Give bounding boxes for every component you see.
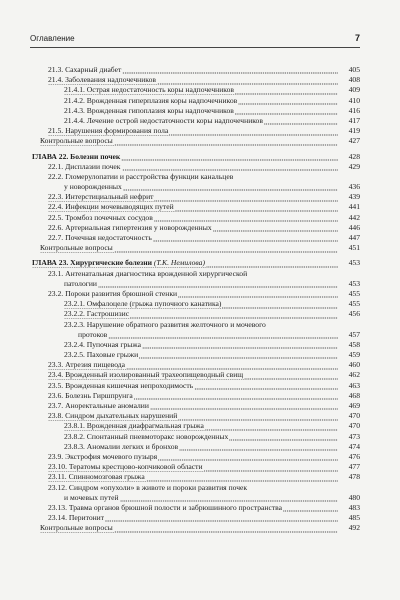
entry-title: 22.2. Гломерулопатии и расстройства функции канальцев [48, 171, 234, 181]
entry-page-number: 453 [348, 258, 360, 268]
toc-entry[interactable] [32, 432, 360, 442]
entry-page-number: 442 [348, 212, 360, 222]
entry-title: у новорожденных [64, 182, 122, 192]
toc-entry[interactable] [32, 233, 360, 243]
table-of-contents [32, 65, 360, 533]
entry-page-number: 410 [348, 95, 360, 105]
entry-title: 23.7. Аноректальные аномалии [48, 401, 149, 410]
entry-page-number: 469 [348, 401, 360, 410]
entry-page-number: 417 [348, 115, 360, 125]
chapter-heading: ГЛАВА 23. Хирургические болезни [32, 258, 152, 268]
entry-page-number: 458 [348, 339, 360, 349]
toc-entry[interactable] [32, 243, 360, 253]
entry-title: 23.8. Синдром дыхательных нарушений [48, 411, 178, 421]
entry-page-number: 451 [348, 243, 360, 253]
toc-entry[interactable] [32, 136, 360, 146]
chapter-author: (Т.К. Немилова) [153, 258, 205, 268]
toc-entry[interactable] [32, 523, 360, 533]
entry-page-number: 446 [348, 222, 360, 232]
entry-page-number: 455 [348, 299, 360, 309]
entry-title: 23.10. Тератомы крестцово-копчиковой области [48, 462, 203, 472]
toc-entry[interactable] [32, 213, 360, 223]
entry-page-number: 419 [348, 126, 360, 136]
toc-entry[interactable] [32, 75, 360, 85]
toc-entry[interactable] [32, 472, 360, 482]
entry-page-number: 474 [348, 441, 360, 451]
entry-title: 23.8.1. Врожденная диафрагмальная грыжа [64, 421, 204, 431]
entry-title: 23.12. Синдром «опухоли» в животе и пороки развития почек [48, 482, 248, 492]
entry-title: 23.2.2. Гастрошизис [64, 309, 130, 319]
entry-page-number: 463 [348, 380, 360, 390]
entry-page-number: 492 [348, 523, 360, 533]
toc-entry[interactable] [32, 172, 360, 182]
entry-title: 23.4. Врожденный изолированный трахеопищеводный свищ [48, 370, 244, 380]
toc-entry[interactable] [32, 370, 360, 380]
toc-entry[interactable] [32, 411, 360, 421]
entry-title: 23.11. Спинномозговая грыжа [48, 472, 145, 482]
entry-title: 21.4.1. Острая недостаточность коры надпочечников [64, 85, 234, 95]
entry-title: 23.8.3. Аномалии легких и бронхов [64, 441, 179, 451]
toc-entry[interactable] [32, 162, 360, 172]
toc-entry[interactable] [32, 96, 360, 106]
entry-title: 21.4.2. Врожденная гиперплазия коры надпочечников [64, 95, 238, 105]
toc-chapter-entry[interactable] [32, 152, 360, 162]
toc-entry[interactable] [32, 106, 360, 116]
toc-entry[interactable] [32, 299, 360, 309]
toc-entry[interactable] [32, 391, 360, 401]
entry-title: 23.2. Пороки развития брюшной стенки [48, 288, 178, 298]
toc-entry[interactable] [32, 309, 360, 319]
toc-entry[interactable] [32, 269, 360, 279]
toc-chapter-entry[interactable] [32, 258, 360, 268]
toc-entry[interactable] [32, 330, 360, 340]
chapter-heading: ГЛАВА 22. Болезни почек [32, 151, 121, 161]
entry-page-number: 409 [348, 85, 360, 95]
toc-entry[interactable] [32, 279, 360, 289]
entry-title: 23.13. Травма органов брюшной полости и забрюшинного пространства [48, 502, 283, 512]
entry-page-number: 429 [348, 161, 360, 171]
entry-title: 22.3. Интерстициальный нефрит [48, 192, 154, 202]
entry-page-number: 405 [348, 65, 360, 74]
entry-title: 22.1. Дисплазии почек [48, 161, 121, 171]
entry-title: 23.2.3. Нарушение обратного развития желточного и мочевого [64, 319, 266, 329]
entry-page-number: 480 [348, 492, 360, 502]
toc-entry[interactable] [32, 350, 360, 360]
toc-entry[interactable] [32, 442, 360, 452]
entry-title: 23.5. Врожденная кишечная непроходимость [48, 380, 194, 390]
entry-title: 22.6. Артериальная гипертензия у новорожденных [48, 222, 212, 232]
entry-title: Контрольные вопросы [40, 243, 113, 253]
toc-entry[interactable] [32, 452, 360, 462]
entry-page-number: 476 [348, 451, 360, 461]
entry-title: 21.4.3. Врожденная гипоплазия коры надпочечников [64, 105, 234, 115]
entry-title: 23.14. Перитонит [48, 513, 105, 523]
entry-title: 23.2.4. Пупочная грыжа [64, 339, 142, 349]
page-number: 7 [354, 33, 360, 43]
toc-entry[interactable] [32, 289, 360, 299]
entry-page-number: 453 [348, 278, 360, 288]
entry-page-number: 456 [348, 309, 360, 319]
entry-title: 23.2.1. Омфалоцеле (грыжа пупочного канатика) [64, 299, 222, 309]
entry-page-number: 427 [348, 136, 360, 146]
entry-title: 23.2.5. Паховые грыжи [64, 350, 139, 360]
chapter-title [32, 258, 206, 267]
entry-page-number: 485 [348, 513, 360, 523]
toc-entry[interactable] [32, 85, 360, 95]
entry-title: 21.4. Заболевания надпочечников [48, 75, 156, 85]
toc-entry[interactable] [32, 493, 360, 503]
entry-page-number: 477 [348, 462, 360, 472]
running-header [30, 34, 360, 46]
entry-page-number: 473 [348, 431, 360, 441]
entry-page-number: 441 [348, 202, 360, 212]
entry-title: 21.4.4. Лечение острой недостаточности коры надпочечников [64, 115, 263, 125]
header-rule [30, 47, 360, 48]
toc-entry[interactable] [32, 513, 360, 523]
entry-page-number: 483 [348, 502, 360, 512]
entry-title: 21.5. Нарушения формирования пола [48, 126, 169, 136]
toc-entry[interactable] [32, 65, 360, 75]
entry-title: 23.6. Болезнь Гиршпрунга [48, 390, 133, 400]
entry-page-number: 462 [348, 370, 360, 380]
section-title: Оглавление [30, 34, 75, 43]
toc-entry[interactable] [32, 192, 360, 202]
toc-entry[interactable] [32, 126, 360, 136]
entry-title: 23.1. Антенатальная диагностика врожденной хирургической [48, 268, 248, 278]
entry-title: 21.3. Сахарный диабет [48, 65, 122, 74]
entry-title: 22.4. Инфекции мочевыводящих путей [48, 202, 174, 212]
entry-page-number: 457 [348, 329, 360, 339]
entry-page-number: 470 [348, 411, 360, 421]
entry-page-number: 459 [348, 350, 360, 360]
entry-page-number: 408 [348, 75, 360, 85]
entry-page-number: 478 [348, 472, 360, 482]
entry-page-number: 460 [348, 360, 360, 370]
entry-page-number: 416 [348, 105, 360, 115]
entry-title: 22.7. Почечная недостаточность [48, 233, 152, 242]
entry-page-number: 447 [348, 233, 360, 242]
toc-entry[interactable] [32, 202, 360, 212]
toc-entry[interactable] [32, 483, 360, 493]
entry-title: 23.9. Экстрофия мочевого пузыря [48, 451, 158, 461]
toc-entry[interactable] [32, 116, 360, 126]
entry-title: 22.5. Тромбоз почечных сосудов [48, 212, 153, 222]
toc-entry[interactable] [32, 381, 360, 391]
toc-entry[interactable] [32, 182, 360, 192]
toc-entry[interactable] [32, 340, 360, 350]
toc-entry[interactable] [32, 462, 360, 472]
entry-page-number: 436 [348, 182, 360, 192]
toc-entry[interactable] [32, 421, 360, 431]
entry-page-number: 468 [348, 390, 360, 400]
entry-page-number: 428 [348, 151, 360, 161]
entry-title: 23.3. Атрезия пищевода [48, 360, 126, 370]
toc-entry[interactable] [32, 223, 360, 233]
entry-title: протоков [78, 329, 108, 339]
entry-title: 23.8.2. Спонтанный пневмоторакс новорожденных [64, 431, 229, 441]
chapter-title [32, 152, 121, 161]
entry-page-number: 439 [348, 192, 360, 202]
toc-entry[interactable] [32, 401, 360, 411]
toc-entry[interactable] [32, 503, 360, 513]
entry-title: Контрольные вопросы [40, 136, 113, 146]
entry-page-number: 470 [348, 421, 360, 431]
entry-title: и мочевых путей [64, 492, 119, 502]
entry-title: патологии [64, 278, 97, 288]
entry-page-number: 455 [348, 288, 360, 298]
toc-entry[interactable] [32, 360, 360, 370]
toc-entry[interactable] [32, 320, 360, 330]
entry-title: Контрольные вопросы [40, 523, 113, 533]
